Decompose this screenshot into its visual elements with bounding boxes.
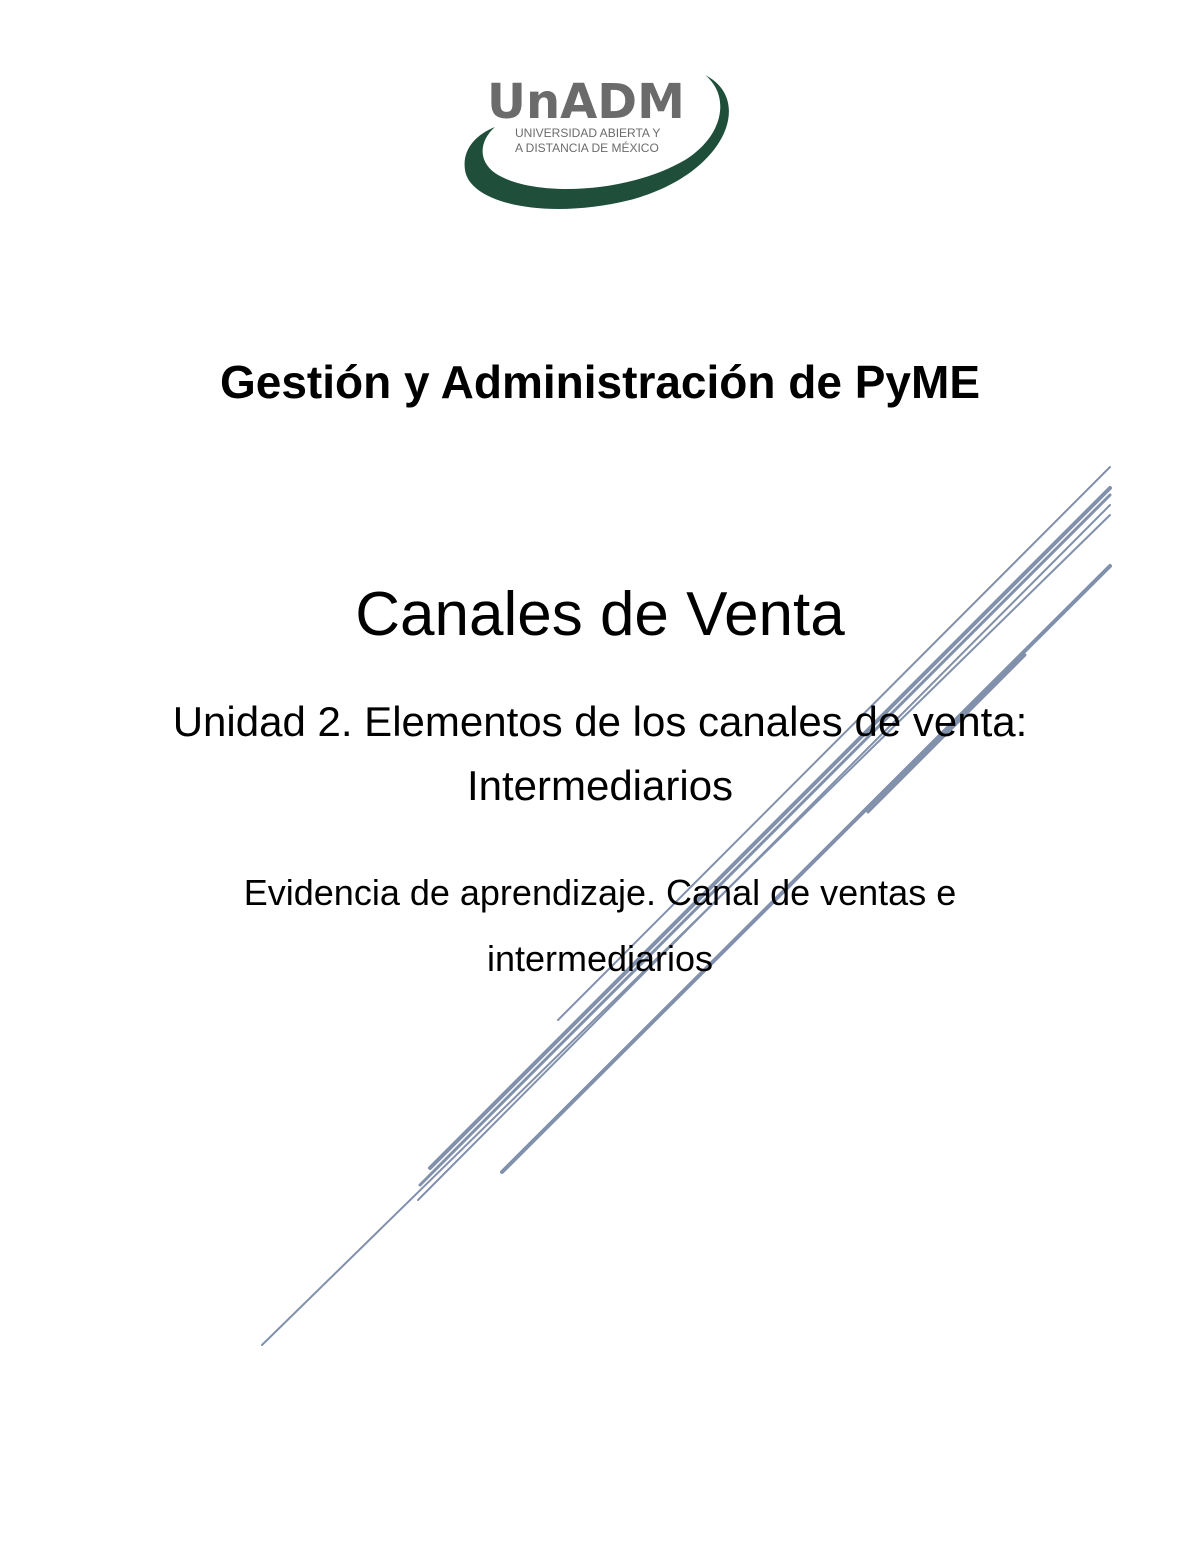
university-logo	[455, 55, 745, 215]
evidence-title: Evidencia de aprendizaje. Canal de ventas e intermediarios	[243, 872, 957, 979]
logo-subtitle-line2: A DISTANCIA DE MÉXICO	[515, 141, 659, 155]
unit-title: Unidad 2. Elementos de los canales de venta: Intermediarios	[172, 698, 1028, 809]
logo-subtitle-line1: UNIVERSIDAD ABIERTA Y	[515, 126, 661, 140]
logo-wordmark: UnADM	[487, 74, 685, 130]
course-title: Gestión y Administración de PyME	[219, 356, 980, 408]
document-title: Canales de Venta	[355, 580, 845, 649]
unadm-logo-graphic	[455, 55, 745, 215]
